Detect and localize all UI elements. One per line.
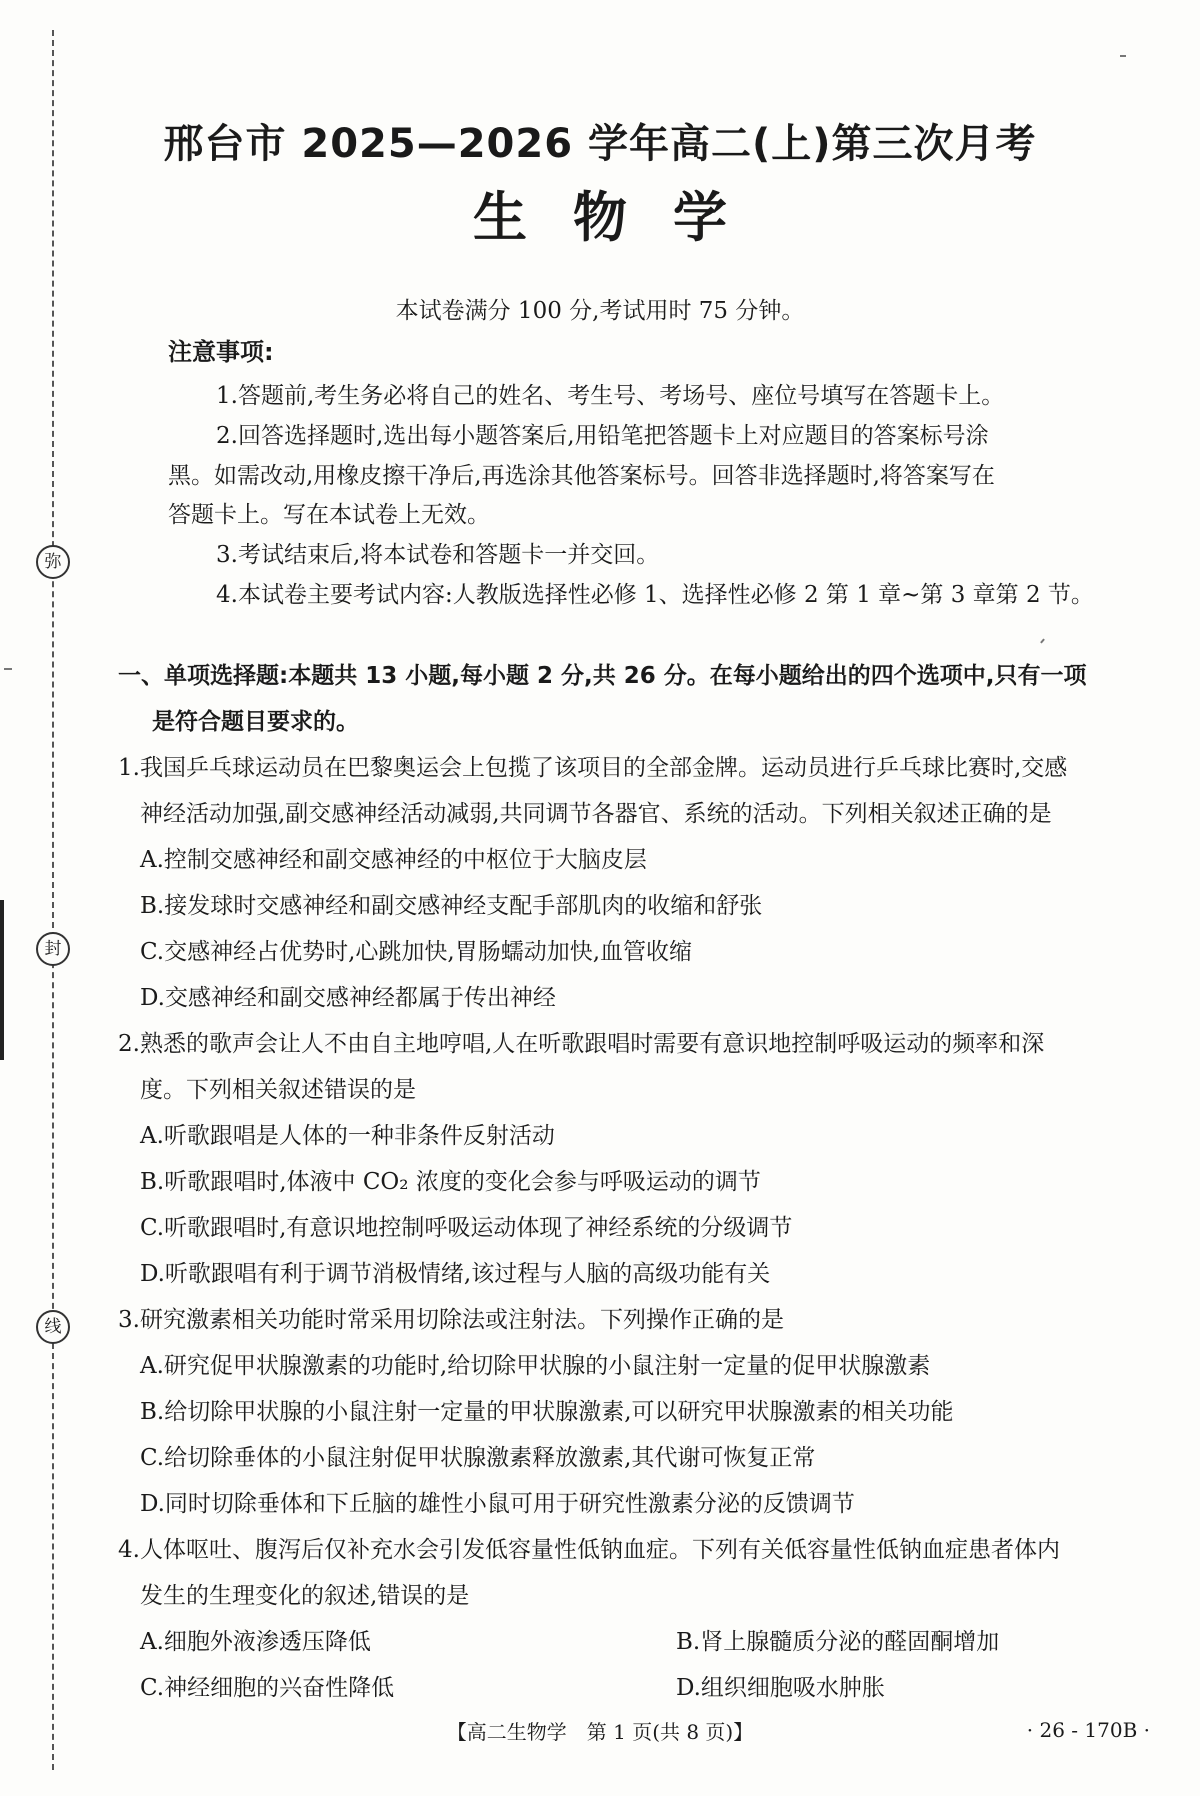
seal-mark-mi: 弥	[36, 545, 70, 579]
question-2-option-a: A.听歌跟唱是人体的一种非条件反射活动	[140, 1123, 555, 1149]
question-3-option-d: D.同时切除垂体和下丘脑的雄性小鼠可用于研究性激素分泌的反馈调节	[140, 1491, 855, 1517]
scan-speck	[1120, 55, 1126, 57]
question-1-option-b: B.接发球时交感神经和副交感神经支配手部肌肉的收缩和舒张	[140, 893, 763, 919]
exam-title: 邢台市 2025—2026 学年高二(上)第三次月考	[163, 121, 1037, 167]
question-2-stem: 度。下列相关叙述错误的是	[140, 1077, 416, 1103]
note-line: 3.考试结束后,将本试卷和答题卡一并交回。	[216, 542, 660, 568]
section-heading-cont: 是符合题目要求的。	[152, 709, 359, 735]
question-4-option-c: C.神经细胞的兴奋性降低	[140, 1675, 395, 1701]
page-footer: 【高二生物学 第 1 页(共 8 页)】	[446, 1720, 754, 1744]
scan-speck	[4, 668, 12, 670]
note-line: 2.回答选择题时,选出每小题答案后,用铅笔把答题卡上对应题目的答案标号涂	[216, 423, 989, 449]
question-1-stem: 1.我国乒乓球运动员在巴黎奥运会上包揽了该项目的全部金牌。运动员进行乒乓球比赛时,交感	[118, 755, 1068, 781]
question-3-option-c: C.给切除垂体的小鼠注射促甲状腺激素释放激素,其代谢可恢复正常	[140, 1445, 816, 1471]
question-4-option-d: D.组织细胞吸水肿胀	[676, 1675, 885, 1701]
question-2-option-c: C.听歌跟唱时,有意识地控制呼吸运动体现了神经系统的分级调节	[140, 1215, 793, 1241]
question-3-option-a: A.研究促甲状腺激素的功能时,给切除甲状腺的小鼠注射一定量的促甲状腺激素	[140, 1353, 931, 1379]
question-4-option-a: A.细胞外液渗透压降低	[140, 1629, 371, 1655]
question-2-option-b: B.听歌跟唱时,体液中 CO₂ 浓度的变化会参与呼吸运动的调节	[140, 1169, 761, 1195]
edge-mark	[0, 900, 4, 1060]
paper-code: · 26 - 170B ·	[1026, 1718, 1150, 1742]
scan-speck	[1040, 638, 1045, 643]
seal-mark-xian: 线	[36, 1310, 70, 1344]
question-1-option-c: C.交感神经占优势时,心跳加快,胃肠蠕动加快,血管收缩	[140, 939, 693, 965]
note-line: 黑。如需改动,用橡皮擦干净后,再选涂其他答案标号。回答非选择题时,将答案写在	[168, 463, 995, 489]
question-1-option-a: A.控制交感神经和副交感神经的中枢位于大脑皮层	[140, 847, 647, 873]
question-1-option-d: D.交感神经和副交感神经都属于传出神经	[140, 985, 556, 1011]
note-line: 答题卡上。写在本试卷上无效。	[168, 502, 490, 528]
question-2-stem: 2.熟悉的歌声会让人不由自主地哼唱,人在听歌跟唱时需要有意识地控制呼吸运动的频率和深	[118, 1031, 1045, 1057]
binding-line	[52, 30, 54, 1770]
notes-heading: 注意事项:	[168, 338, 274, 366]
question-1-stem: 神经活动加强,副交感神经活动减弱,共同调节各器官、系统的活动。下列相关叙述正确的是	[140, 801, 1052, 827]
question-4-stem: 发生的生理变化的叙述,错误的是	[140, 1583, 470, 1609]
question-3-option-b: B.给切除甲状腺的小鼠注射一定量的甲状腺激素,可以研究甲状腺激素的相关功能	[140, 1399, 954, 1425]
question-4-stem: 4.人体呕吐、腹泻后仅补充水会引发低容量性低钠血症。下列有关低容量性低钠血症患者体内	[118, 1537, 1060, 1563]
subject-title: 生物学	[473, 186, 773, 249]
note-line: 1.答题前,考生务必将自己的姓名、考生号、考场号、座位号填写在答题卡上。	[216, 383, 1005, 409]
question-2-option-d: D.听歌跟唱有利于调节消极情绪,该过程与人脑的高级功能有关	[140, 1261, 771, 1287]
seal-mark-feng: 封	[36, 932, 70, 966]
exam-info: 本试卷满分 100 分,考试用时 75 分钟。	[395, 298, 805, 324]
section-heading: 一、单项选择题:本题共 13 小题,每小题 2 分,共 26 分。在每小题给出的四个选项中,只有一项	[118, 663, 1087, 689]
note-line: 4.本试卷主要考试内容:人教版选择性必修 1、选择性必修 2 第 1 章~第 3 章第 2 节。	[216, 582, 1094, 608]
question-3-stem: 3.研究激素相关功能时常采用切除法或注射法。下列操作正确的是	[118, 1307, 784, 1333]
question-4-option-b: B.肾上腺髓质分泌的醛固酮增加	[676, 1629, 1000, 1655]
